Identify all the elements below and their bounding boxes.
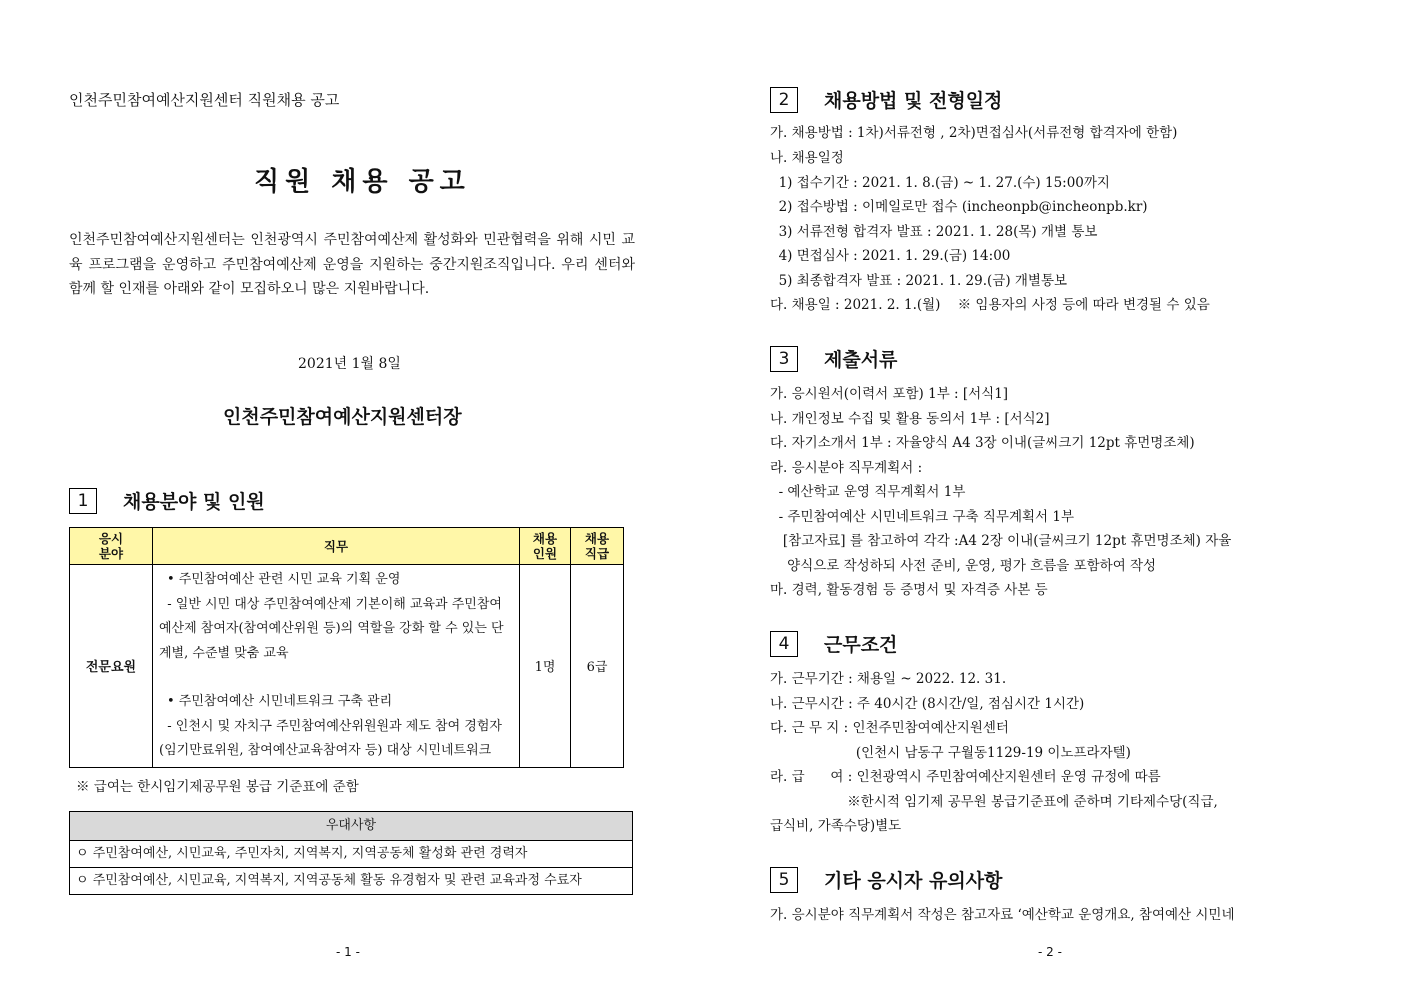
section-3-heading [770, 345, 897, 372]
section-4-line: 라. 급 여 : 인천광역시 주민참여예산지원센터 운영 규정에 따름 [770, 769, 1161, 785]
section-3-line: - 주민참여예산 시민네트워크 구축 직무계획서 1부 [770, 509, 1075, 525]
section-5-heading [770, 866, 1002, 893]
section-2-line: 1) 접수기간 : 2021. 1. 8.(금) ~ 1. 27.(수) 15:00까지 [770, 175, 1110, 191]
table-header-row [70, 528, 624, 565]
section-number: 1 [69, 488, 97, 514]
section-4-line: 다. 근 무 지 : 인천주민참여예산지원센터 [770, 720, 1009, 736]
section-title: 채용방법 및 전형일정 [824, 90, 1003, 112]
page-2 [700, 0, 1403, 992]
page-number: - 1 - [336, 945, 360, 959]
col-field: 응시 분야 [70, 528, 153, 565]
section-number: 4 [770, 631, 798, 657]
section-2-line: 4) 면접심사 : 2021. 1. 29.(금) 14:00 [770, 248, 1011, 264]
count-cell: 1명 [520, 565, 571, 768]
table-row [70, 565, 624, 768]
section-2-line: 가. 채용방법 : 1차)서류전형 , 2차)면접심사(서류전형 합격자에 한함) [770, 125, 1178, 141]
section-2-heading [770, 86, 1002, 113]
section-title: 기타 응시자 유의사항 [824, 870, 1003, 892]
preference-item: ㅇ 주민참여예산, 시민교육, 지역복지, 지역공동체 활동 유경험자 및 관련 교육과정 수료자 [76, 873, 582, 888]
section-3-line: [참고자료] 를 참고하여 각각 :A4 2장 이내(글씨크기 12pt 휴먼명조체) 자율 [770, 533, 1232, 549]
section-3-line: - 예산학교 운영 직무계획서 1부 [770, 484, 966, 500]
preference-header: 우대사항 [70, 812, 632, 841]
section-title: 근무조건 [824, 634, 898, 656]
section-title: 채용분야 및 인원 [123, 491, 265, 513]
signer-name: 인천주민참여예산지원센터장 [223, 406, 462, 428]
col-grade: 채용 직급 [571, 528, 624, 565]
section-2-line: 3) 서류전형 합격자 발표 : 2021. 1. 28(목) 개별 통보 [770, 224, 1098, 240]
section-4-line: (인천시 남동구 구월동1129-19 이노프라자텔) [770, 745, 1131, 761]
section-3-line: 다. 자기소개서 1부 : 자율양식 A4 3장 이내(글씨크기 12pt 휴먼명조체) [770, 435, 1195, 451]
duty-line: • 주민참여예산 시민네트워크 구축 관리 [167, 694, 393, 709]
page-1 [0, 0, 700, 992]
preference-item: ㅇ 주민참여예산, 시민교육, 주민자치, 지역복지, 지역공동체 활성화 관련 경력자 [70, 841, 632, 868]
duty-line: - 일반 시민 대상 주민참여예산제 기본이해 교육과 주민참여예산제 참여자(참여예산위원 등)의 역할을 강화 할 수 있는 단계별, 수준별 맞춤 교육 [159, 596, 504, 661]
grade-cell: 6급 [571, 565, 624, 768]
section-3-line: 마. 경력, 활동경험 등 증명서 및 자격증 사본 등 [770, 582, 1048, 598]
section-number: 2 [770, 87, 798, 113]
section-4-line: ※한시적 임기제 공무원 봉급기준표에 준하며 기타제수당(직급, [770, 794, 1218, 810]
section-2-line: 나. 채용일정 [770, 150, 844, 166]
duty-line: - 인천시 및 자치구 주민참여예산위원원과 제도 참여 경험자(임기만료위원, 참여예산교육참여자 등) 대상 시민네트워크 [159, 718, 502, 758]
section-number: 5 [770, 867, 798, 893]
announcement-date: 2021년 1월 8일 [298, 356, 401, 372]
duty-spacer [159, 666, 513, 690]
recruitment-table [69, 527, 624, 768]
section-4-line: 급식비, 가족수당)별도 [770, 818, 902, 834]
section-number: 3 [770, 346, 798, 372]
section-3-line: 나. 개인정보 수집 및 활용 동의서 1부 : [서식2] [770, 411, 1050, 427]
section-2-line: 2) 접수방법 : 이메일로만 접수 (incheonpb@incheonpb.kr) [770, 199, 1148, 215]
section-3-line: 양식으로 작성하되 사전 준비, 운영, 평가 흐름을 포함하여 작성 [770, 558, 1157, 574]
page-number: - 2 - [1038, 945, 1062, 959]
preference-box [69, 811, 633, 895]
col-count: 채용 인원 [520, 528, 571, 565]
section-2-line: 다. 채용일 : 2021. 2. 1.(월) ※ 임용자의 사정 등에 따라 변경될 수 있음 [770, 297, 1210, 313]
col-duty: 직무 [153, 528, 520, 565]
duty-line: • 주민참여예산 관련 시민 교육 기획 운영 [167, 572, 401, 587]
section-title: 제출서류 [824, 349, 898, 371]
section-2-line: 5) 최종합격자 발표 : 2021. 1. 29.(금) 개별통보 [770, 273, 1068, 289]
intro-paragraph: 인천주민참여예산지원센터는 인천광역시 주민참여예산제 활성화와 민관협력을 위해 시민 교육 프로그램을 운영하고 주민참여예산제 운영을 지원하는 중간지원조직입니다. 우리 센터와 함께 할 인재를 아래와 같이 모집하오니 많은 지원바랍니다. [69, 232, 635, 297]
section-4-line: 나. 근무시간 : 주 40시간 (8시간/일, 점심시간 1시간) [770, 696, 1085, 712]
document-title: 직원 채용 공고 [254, 167, 471, 197]
section-4-heading [770, 630, 897, 657]
section-3-line: 라. 응시분야 직무계획서 : [770, 460, 923, 476]
section-5-line: 가. 응시분야 직무계획서 작성은 참고자료 ‘예산학교 운영개요, 참여예산 시민네 [770, 907, 1235, 923]
section-4-line: 가. 근무기간 : 채용일 ~ 2022. 12. 31. [770, 671, 1007, 687]
field-cell: 전문요원 [70, 565, 153, 768]
document-header: 인천주민참여예산지원센터 직원채용 공고 [69, 91, 340, 109]
section-1-heading [69, 487, 265, 514]
section-3-line: 가. 응시원서(이력서 포함) 1부 : [서식1] [770, 386, 1009, 402]
salary-note: ※ 급여는 한시임기제공무원 봉급 기준표에 준함 [76, 779, 359, 795]
duty-cell [153, 565, 520, 768]
